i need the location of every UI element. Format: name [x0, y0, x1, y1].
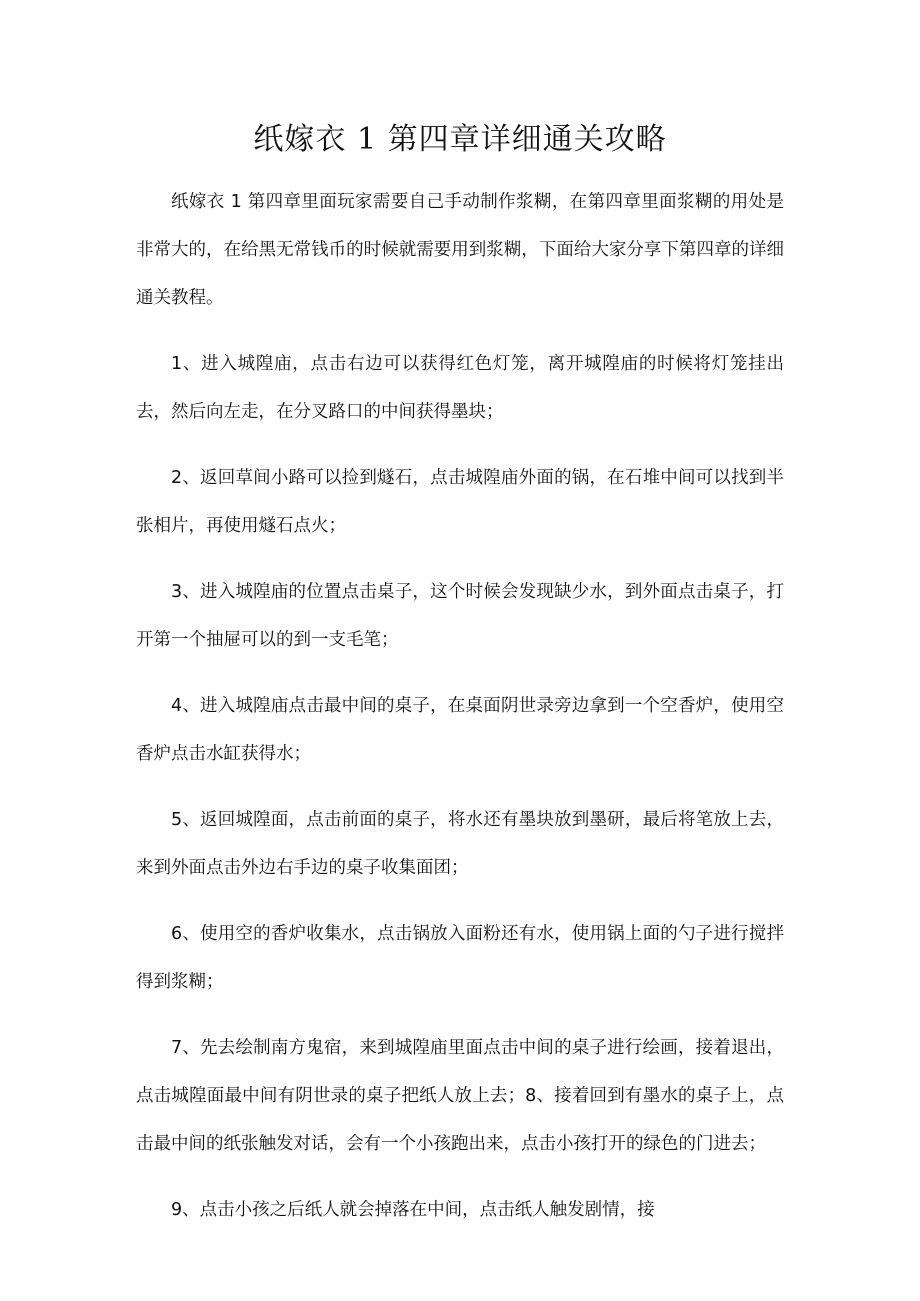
intro-paragraph: 纸嫁衣 1 第四章里面玩家需要自己手动制作浆糊，在第四章里面浆糊的用处是非常大的，在给黑无常钱币的时候就需要用到浆糊，下面给大家分享下第四章的详细通关教程。	[136, 192, 784, 308]
step-4-paragraph: 4、进入城隍庙点击最中间的桌子，在桌面阴世录旁边拿到一个空香炉，使用空香炉点击水缸获得水；	[136, 696, 784, 764]
step-1-paragraph: 1、进入城隍庙，点击右边可以获得红色灯笼，离开城隍庙的时候将灯笼挂出去，然后向左走，在分叉路口的中间获得墨块；	[136, 354, 784, 422]
page-title: 纸嫁衣 1 第四章详细通关攻略	[253, 122, 667, 157]
step-3-paragraph: 3、进入城隍庙的位置点击桌子，这个时候会发现缺少水，到外面点击桌子，打开第一个抽屉可以的到一支毛笔；	[136, 582, 784, 650]
step-6-paragraph: 6、使用空的香炉收集水，点击锅放入面粉还有水，使用锅上面的勺子进行搅拌得到浆糊；	[136, 924, 784, 992]
step-5-paragraph: 5、返回城隍面，点击前面的桌子，将水还有墨块放到墨研，最后将笔放上去，来到外面点击外边右手边的桌子收集面团；	[136, 810, 784, 878]
step-2-paragraph: 2、返回草间小路可以捡到燧石，点击城隍庙外面的锅，在石堆中间可以找到半张相片，再使用燧石点火；	[136, 468, 784, 536]
step-7-8-paragraph: 7、先去绘制南方鬼宿，来到城隍庙里面点击中间的桌子进行绘画，接着退出，点击城隍面最中间有阴世录的桌子把纸人放上去；8、接着回到有墨水的桌子上，点击最中间的纸张触发对话，会有一个小孩跑出来，点击小孩打开的绿色的门进去；	[136, 1038, 784, 1154]
step-9-paragraph: 9、点击小孩之后纸人就会掉落在中间，点击纸人触发剧情，接	[171, 1200, 655, 1220]
document-body	[136, 178, 784, 1252]
